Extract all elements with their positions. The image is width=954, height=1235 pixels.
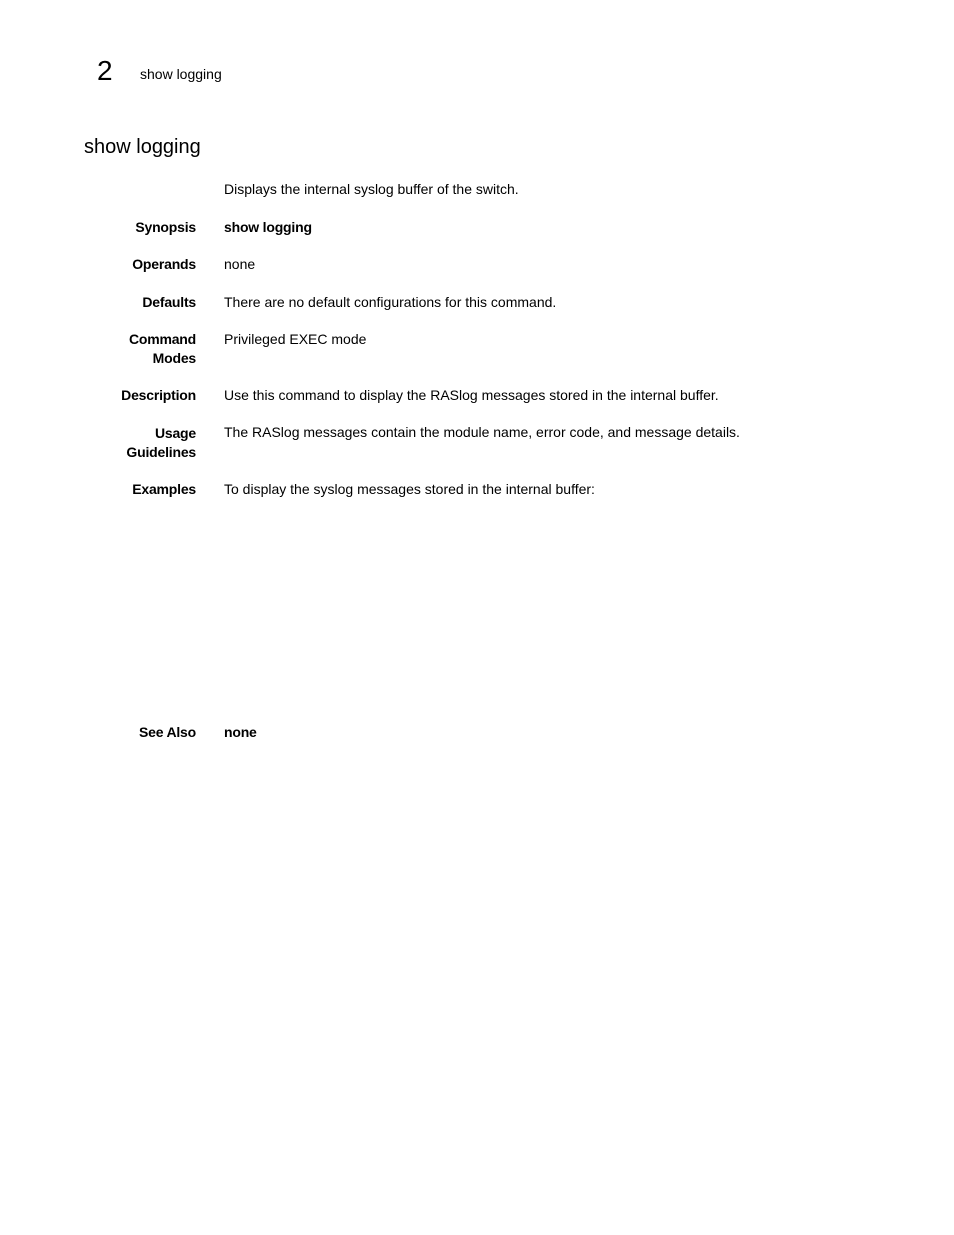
synopsis-label: Synopsis xyxy=(135,219,196,235)
usage-guidelines-label-line2: Guidelines xyxy=(126,444,196,460)
examples-value: To display the syslog messages stored in the internal buffer: xyxy=(224,481,595,497)
command-modes-label-line1: Command xyxy=(128,331,196,347)
command-modes-label xyxy=(86,330,196,368)
section-intro: Displays the internal syslog buffer of the switch. xyxy=(224,181,519,197)
command-modes-label-line2: Modes xyxy=(152,350,196,366)
synopsis-value: show logging xyxy=(224,219,312,235)
description-label: Description xyxy=(121,387,196,403)
defaults-value: There are no default configurations for this command. xyxy=(224,294,557,310)
defaults-label: Defaults xyxy=(142,294,196,310)
section-title: show logging xyxy=(84,136,201,158)
usage-guidelines-label xyxy=(86,424,196,462)
operands-value: none xyxy=(224,256,256,272)
command-modes-value: Privileged EXEC mode xyxy=(224,331,367,347)
chapter-number: 2 xyxy=(97,55,113,86)
operands-label: Operands xyxy=(132,256,196,272)
description-value: Use this command to display the RASlog messages stored in the internal buffer. xyxy=(224,387,719,403)
examples-label: Examples xyxy=(132,481,196,497)
usage-guidelines-value: The RASlog messages contain the module name, error code, and message details. xyxy=(224,424,740,440)
running-header-title: show logging xyxy=(140,66,222,82)
see-also-value: none xyxy=(224,724,257,740)
see-also-label: See Also xyxy=(138,724,196,740)
usage-guidelines-label-line1: Usage xyxy=(154,425,196,441)
